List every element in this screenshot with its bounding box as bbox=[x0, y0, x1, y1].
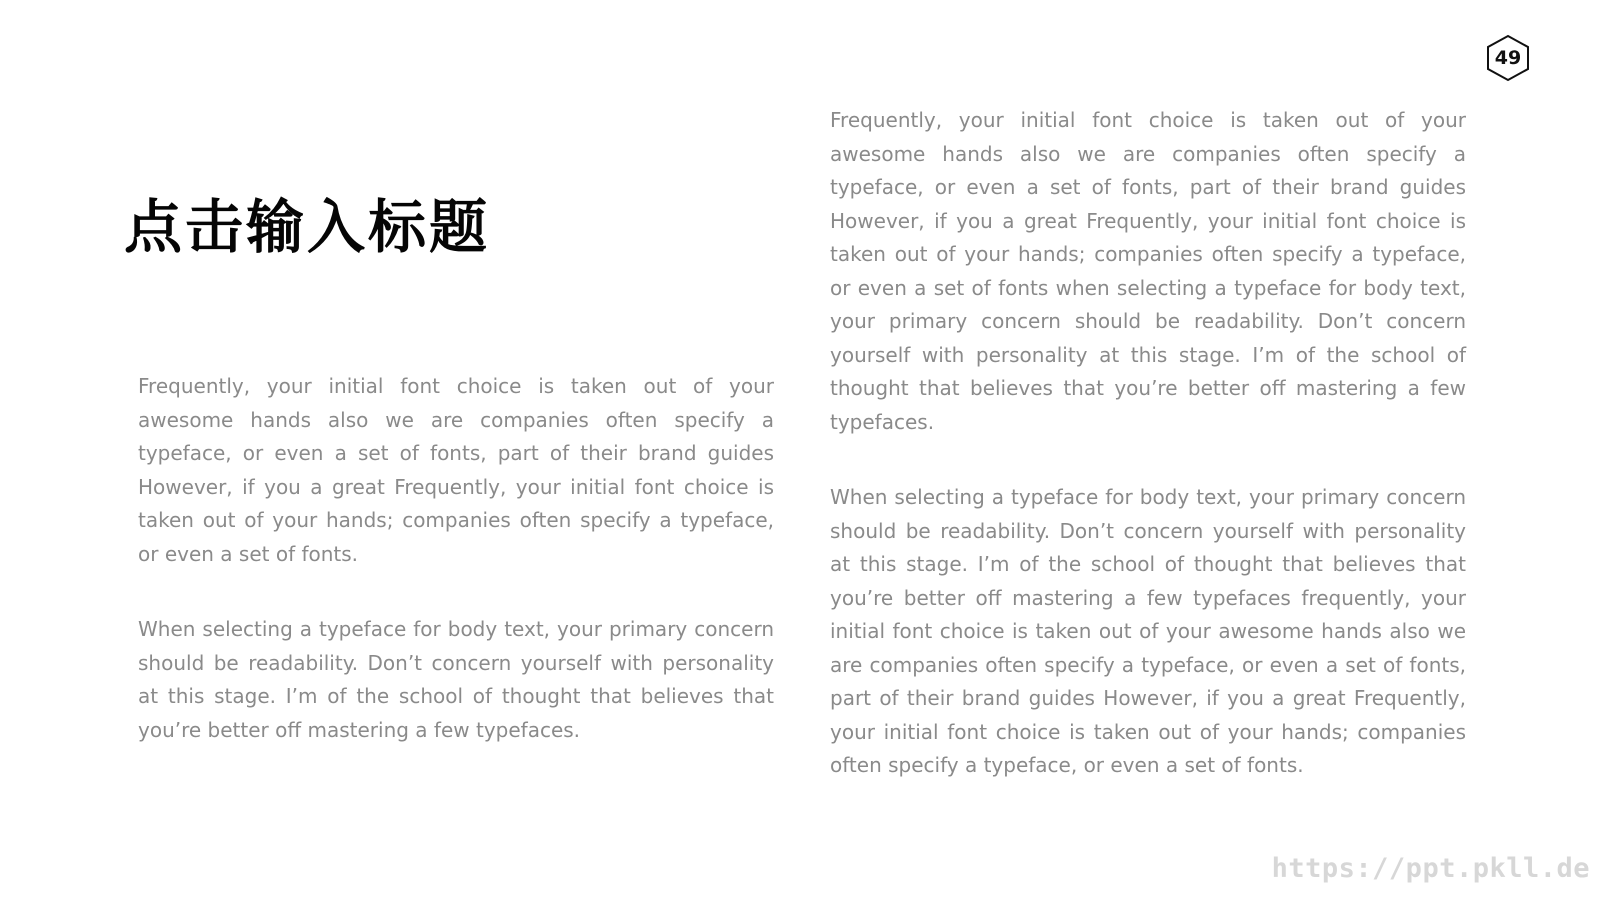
right-text-column bbox=[830, 104, 1466, 783]
right-paragraph-1: Frequently, your initial font choice is taken out of your awesome hands also we are companies often specify a typeface, or even a set of fonts, part of their brand guides However, if you a great Frequently, your initial font choice is taken out of your hands; companies often specify a typeface, or even a set of fonts when selecting a typeface for body text, your primary concern should be readability. Don’t concern yourself with personality at this stage. I’m of the school of thought that believes that you’re better off mastering a few typefaces. bbox=[830, 108, 1466, 434]
slide-title: 点击输入标题 bbox=[124, 193, 491, 261]
left-text-column bbox=[138, 370, 774, 747]
page-number: 49 bbox=[1494, 47, 1522, 69]
right-paragraph-2: When selecting a typeface for body text, your primary concern should be readability. Don’t concern yourself with personality at this stage. I’m of the school of thought that believes that you’re better off mastering a few typefaces frequently, your initial font choice is taken out of your awesome hands also we are companies often specify a typeface, or even a set of fonts, part of their brand guides However, if you a great Frequently, your initial font choice is taken out of your hands; companies often specify a typeface, or even a set of fonts. bbox=[830, 485, 1466, 777]
left-paragraph-2: When selecting a typeface for body text, your primary concern should be readability. Don’t concern yourself with personality at this stage. I’m of the school of thought that believes that you’re better off mastering a few typefaces. bbox=[138, 617, 774, 742]
left-paragraph-1: Frequently, your initial font choice is taken out of your awesome hands also we are companies often specify a typeface, or even a set of fonts, part of their brand guides However, if you a great Frequently, your initial font choice is taken out of your hands; companies often specify a typeface, or even a set of fonts. bbox=[138, 374, 774, 566]
watermark-url: https://ppt.pkll.de bbox=[1271, 853, 1590, 884]
page-number-badge bbox=[1484, 34, 1532, 82]
